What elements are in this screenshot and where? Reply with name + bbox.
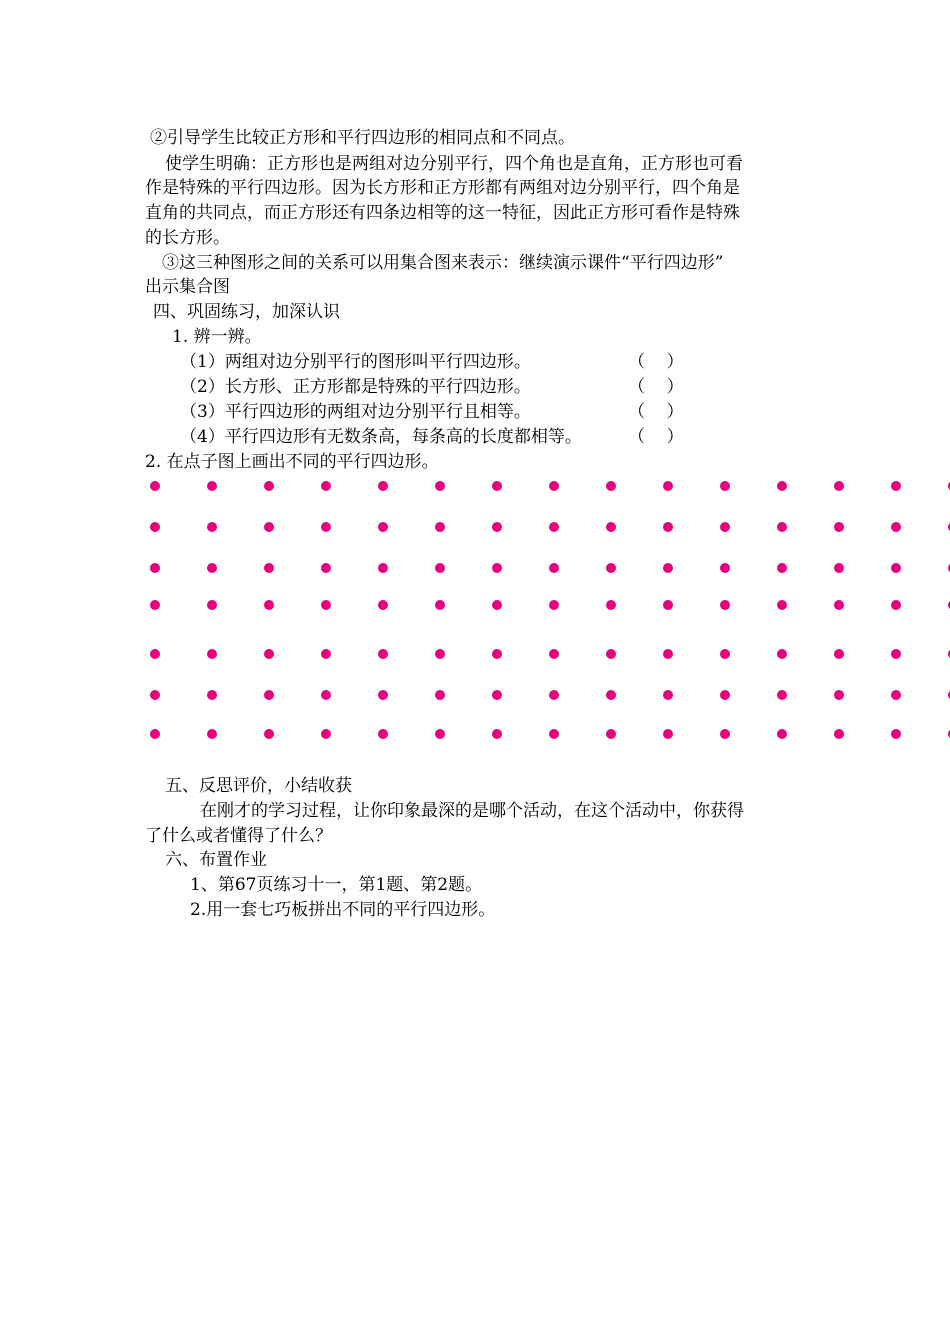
- section-four-heading: 四、巩固练习，加深认识: [153, 302, 340, 322]
- grid-dot[interactable]: [435, 649, 445, 659]
- answer-blank-1[interactable]: （ ）: [628, 352, 684, 372]
- reflection-line-1: 在刚才的学习过程，让你印象最深的是哪个活动，在这个活动中，你获得: [200, 801, 744, 821]
- grid-dot[interactable]: [150, 649, 160, 659]
- grid-dot[interactable]: [663, 690, 673, 700]
- grid-dot[interactable]: [321, 522, 331, 532]
- grid-dot[interactable]: [378, 600, 388, 610]
- grid-dot[interactable]: [720, 481, 730, 491]
- grid-dot[interactable]: [891, 729, 901, 739]
- grid-dot[interactable]: [435, 481, 445, 491]
- grid-dot[interactable]: [150, 563, 160, 573]
- grid-dot[interactable]: [891, 600, 901, 610]
- grid-dot[interactable]: [720, 563, 730, 573]
- grid-dot[interactable]: [435, 729, 445, 739]
- grid-dot[interactable]: [720, 729, 730, 739]
- grid-dot[interactable]: [606, 729, 616, 739]
- grid-dot[interactable]: [150, 690, 160, 700]
- grid-dot[interactable]: [606, 600, 616, 610]
- grid-dot[interactable]: [777, 563, 787, 573]
- homework-item-2: 2.用一套七巧板拼出不同的平行四边形。: [190, 900, 496, 920]
- grid-dot[interactable]: [606, 522, 616, 532]
- grid-dot[interactable]: [321, 690, 331, 700]
- grid-dot[interactable]: [435, 600, 445, 610]
- grid-dot[interactable]: [150, 600, 160, 610]
- grid-dot[interactable]: [606, 690, 616, 700]
- grid-dot[interactable]: [378, 690, 388, 700]
- grid-dot[interactable]: [492, 649, 502, 659]
- grid-dot[interactable]: [891, 563, 901, 573]
- grid-dot[interactable]: [435, 563, 445, 573]
- grid-dot[interactable]: [834, 649, 844, 659]
- section-six-heading: 六、布置作业: [165, 850, 267, 870]
- grid-dot[interactable]: [321, 729, 331, 739]
- question-2-title: 2. 在点子图上画出不同的平行四边形。: [145, 452, 439, 472]
- grid-dot[interactable]: [834, 563, 844, 573]
- grid-dot[interactable]: [834, 481, 844, 491]
- grid-dot[interactable]: [549, 600, 559, 610]
- grid-dot[interactable]: [321, 481, 331, 491]
- grid-dot[interactable]: [777, 522, 787, 532]
- grid-dot[interactable]: [720, 600, 730, 610]
- grid-dot[interactable]: [777, 481, 787, 491]
- grid-dot[interactable]: [378, 522, 388, 532]
- grid-dot[interactable]: [264, 600, 274, 610]
- grid-dot[interactable]: [663, 600, 673, 610]
- judgment-1: （1）两组对边分别平行的图形叫平行四边形。: [180, 352, 531, 372]
- grid-dot[interactable]: [150, 522, 160, 532]
- grid-dot[interactable]: [150, 481, 160, 491]
- grid-dot[interactable]: [207, 690, 217, 700]
- grid-dot[interactable]: [378, 563, 388, 573]
- grid-dot[interactable]: [150, 729, 160, 739]
- item-2-compare: ②引导学生比较正方形和平行四边形的相同点和不同点。: [150, 128, 575, 148]
- grid-dot[interactable]: [834, 522, 844, 532]
- grid-dot[interactable]: [207, 600, 217, 610]
- grid-dot[interactable]: [264, 649, 274, 659]
- grid-dot[interactable]: [492, 600, 502, 610]
- grid-dot[interactable]: [549, 481, 559, 491]
- grid-dot[interactable]: [663, 563, 673, 573]
- grid-dot[interactable]: [207, 729, 217, 739]
- grid-dot[interactable]: [549, 729, 559, 739]
- grid-dot[interactable]: [606, 481, 616, 491]
- grid-dot[interactable]: [834, 690, 844, 700]
- grid-dot[interactable]: [207, 522, 217, 532]
- grid-dot[interactable]: [492, 563, 502, 573]
- grid-dot[interactable]: [663, 522, 673, 532]
- grid-dot[interactable]: [606, 563, 616, 573]
- dot-grid[interactable]: [0, 470, 950, 750]
- grid-dot[interactable]: [777, 600, 787, 610]
- grid-dot[interactable]: [264, 729, 274, 739]
- grid-dot[interactable]: [207, 481, 217, 491]
- grid-dot[interactable]: [378, 481, 388, 491]
- grid-dot[interactable]: [720, 690, 730, 700]
- grid-dot[interactable]: [663, 481, 673, 491]
- grid-dot[interactable]: [777, 649, 787, 659]
- grid-dot[interactable]: [891, 649, 901, 659]
- grid-dot[interactable]: [264, 690, 274, 700]
- explain-line-1: 使学生明确：正方形也是两组对边分别平行，四个角也是直角，正方形也可看: [165, 154, 743, 174]
- judgment-2: （2）长方形、正方形都是特殊的平行四边形。: [180, 377, 531, 397]
- grid-dot[interactable]: [264, 522, 274, 532]
- grid-dot[interactable]: [549, 522, 559, 532]
- judgment-3: （3）平行四边形的两组对边分别平行且相等。: [180, 402, 531, 422]
- grid-dot[interactable]: [834, 729, 844, 739]
- answer-blank-4[interactable]: （ ）: [628, 427, 684, 447]
- grid-dot[interactable]: [891, 481, 901, 491]
- explain-line-4: 的长方形。: [145, 228, 230, 248]
- grid-dot[interactable]: [264, 563, 274, 573]
- grid-dot[interactable]: [207, 563, 217, 573]
- grid-dot[interactable]: [891, 690, 901, 700]
- grid-dot[interactable]: [492, 690, 502, 700]
- grid-dot[interactable]: [264, 481, 274, 491]
- grid-dot[interactable]: [663, 649, 673, 659]
- grid-dot[interactable]: [321, 649, 331, 659]
- grid-dot[interactable]: [549, 649, 559, 659]
- grid-dot[interactable]: [777, 690, 787, 700]
- grid-dot[interactable]: [777, 729, 787, 739]
- grid-dot[interactable]: [435, 522, 445, 532]
- grid-dot[interactable]: [207, 649, 217, 659]
- item-3-line-1: ③这三种图形之间的关系可以用集合图来表示：继续演示课件“平行四边形”: [162, 253, 724, 273]
- homework-item-1: 1、第67页练习十一，第1题、第2题。: [190, 875, 483, 895]
- grid-dot[interactable]: [549, 563, 559, 573]
- grid-dot[interactable]: [720, 649, 730, 659]
- grid-dot[interactable]: [663, 729, 673, 739]
- grid-dot[interactable]: [492, 522, 502, 532]
- grid-dot[interactable]: [492, 481, 502, 491]
- grid-dot[interactable]: [720, 522, 730, 532]
- answer-blank-2[interactable]: （ ）: [628, 377, 684, 397]
- explain-line-3: 直角的共同点，而正方形还有四条边相等的这一特征，因此正方形可看作是特殊: [145, 203, 740, 223]
- grid-dot[interactable]: [834, 600, 844, 610]
- reflection-line-2: 了什么或者懂得了什么？: [145, 826, 332, 846]
- grid-dot[interactable]: [378, 729, 388, 739]
- grid-dot[interactable]: [492, 729, 502, 739]
- grid-dot[interactable]: [378, 649, 388, 659]
- section-five-heading: 五、反思评价，小结收获: [165, 776, 352, 796]
- grid-dot[interactable]: [606, 649, 616, 659]
- grid-dot[interactable]: [435, 690, 445, 700]
- item-3-line-2: 出示集合图: [145, 277, 230, 297]
- grid-dot[interactable]: [891, 522, 901, 532]
- answer-blank-3[interactable]: （ ）: [628, 402, 684, 422]
- grid-dot[interactable]: [549, 690, 559, 700]
- grid-dot[interactable]: [321, 600, 331, 610]
- explain-line-2: 作是特殊的平行四边形。因为长方形和正方形都有两组对边分别平行，四个角是: [145, 178, 740, 198]
- question-1-title: 1. 辨一辨。: [172, 327, 262, 347]
- grid-dot[interactable]: [321, 563, 331, 573]
- judgment-4: （4）平行四边形有无数条高，每条高的长度都相等。: [180, 427, 582, 447]
